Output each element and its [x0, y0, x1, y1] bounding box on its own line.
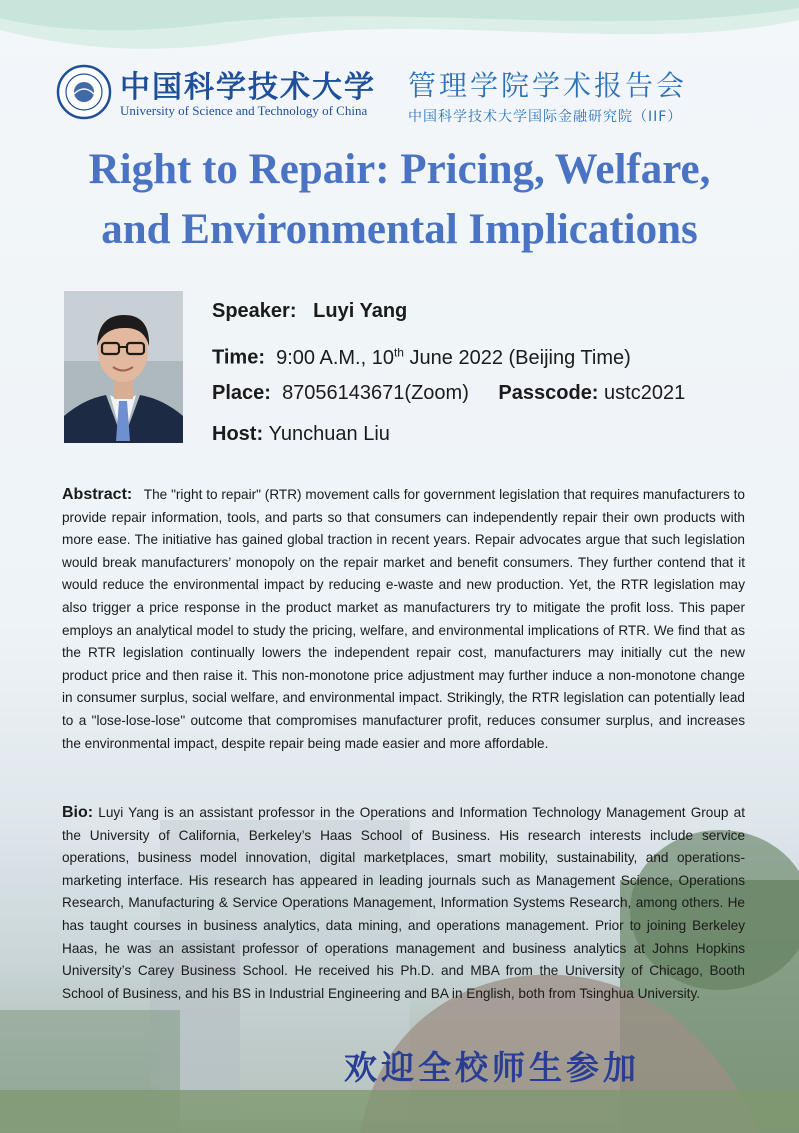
header	[56, 60, 756, 130]
time-value: 9:00 A.M., 10th June 2022 (Beijing Time)	[276, 345, 631, 369]
university-seal-icon	[56, 64, 112, 120]
speaker-photo	[64, 291, 183, 443]
place-value: 87056143671(Zoom)	[282, 382, 469, 404]
speaker-name: Luyi Yang	[313, 300, 408, 322]
talk-info	[212, 295, 772, 459]
time-label: Time:	[212, 346, 265, 369]
bio-label: Bio:	[62, 804, 94, 821]
host-label: Host:	[212, 423, 264, 445]
university-name-cn: 中国科学技术大学	[120, 70, 376, 105]
institute-name: 中国科学技术大学国际金融研究院（IIF）	[408, 109, 683, 125]
university-name-en: University of Science and Technology of China	[120, 103, 368, 118]
talk-title-line-1: Right to Repair: Pricing, Welfare,	[88, 146, 711, 193]
bio-text: Luyi Yang is an assistant professor in the Operations and Information Technology Management Group at the University of California, Berkeley’s Haas School of Business. His research interests include service operations, business model innovation, digital marketplaces, smart mobility, sustainability, and operations-marketing interface. His research has appeared in leading journals such as Management Science, Operations Research, Manufacturing & Service Operations Management, Information Systems Research, among others. He has taught courses in business analytics, data mining, and operations management. Prior to joining Berkeley Haas, he was an assistant professor of operations management and business analytics at Johns Hopkins University’s Carey Business School. He received his Ph.D. and MBA from the University of Chicago, Booth School of Business, and his BS in Industrial Engineering and BA in English, both from Tsinghua University.	[62, 805, 745, 1001]
passcode-value: ustc2021	[604, 382, 686, 404]
abstract-text: The "right to repair" (RTR) movement calls for government legislation that requires manufacturers to provide repair information, tools, and parts so that consumers can independently repair their own products with more ease. The initiative has gained global traction in recent years. Repair advocates argue that such legislation would break manufacturers’ monopoly on the repair market and benefit consumers. They further contend that it would reduce the environmental impact by reducing e-waste and new production. Yet, the RTR legislation may also trigger a price response in the product market as manufacturers try to mitigate the profit loss. This paper employs an analytical model to study the pricing, welfare, and environmental implications of RTR. We find that as the RTR legislation continually lowers the independent repair cost, manufacturers may initially cut the new product price and then raise it. This non-monotone price adjustment may further induce a non-monotone change in consumer surplus, social welfare, and environmental impact. Strikingly, the RTR legislation can potentially lead to a "lose-lose-lose" outcome that compromises manufacturer profit, reduces consumer surplus, and increases the environmental impact, despite repair being made easier and more affordable.	[62, 487, 745, 751]
bio-paragraph	[62, 802, 745, 1005]
host-name: Yunchuan Liu	[268, 423, 390, 445]
welcome-slogan: 欢迎全校师生参加	[344, 1048, 640, 1087]
abstract-label: Abstract:	[62, 486, 133, 503]
report-series-title: 管理学院学术报告会	[408, 69, 688, 102]
speaker-label: Speaker:	[212, 300, 297, 322]
host-row	[212, 418, 772, 459]
passcode-label: Passcode:	[498, 382, 599, 404]
place-label: Place:	[212, 382, 271, 404]
time-row	[212, 336, 772, 377]
talk-title-line-2: and Environmental Implications	[101, 206, 698, 253]
abstract-paragraph	[62, 484, 745, 755]
talk-title	[20, 140, 779, 260]
place-row	[212, 377, 772, 418]
speaker-row	[212, 295, 772, 336]
